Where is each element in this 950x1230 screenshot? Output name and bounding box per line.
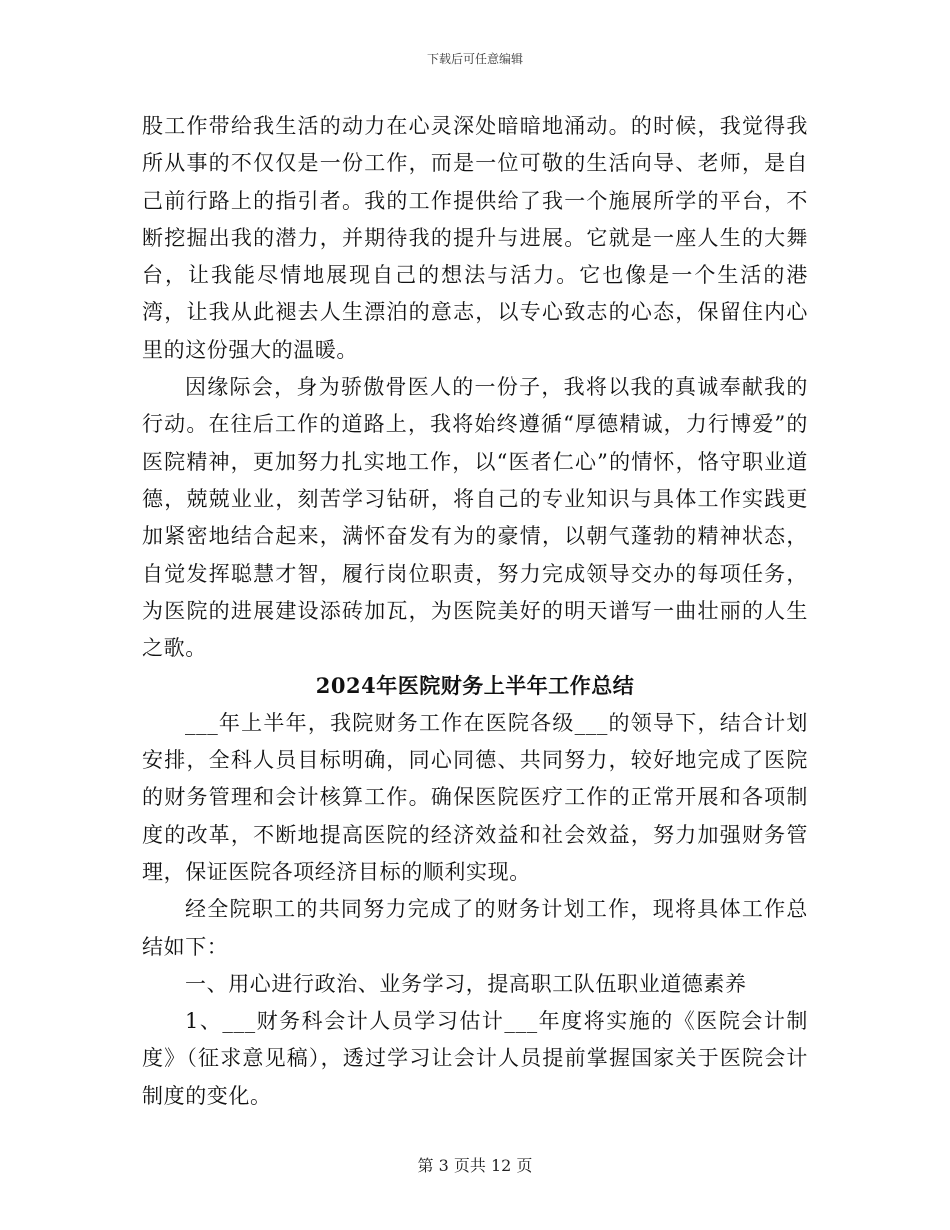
page-footer: 第 3 页共 12 页 — [417, 1156, 533, 1175]
heading-item-1: 一、用心进行政治、业务学习，提高职工队伍职业道德素养 — [185, 971, 747, 996]
document-body — [142, 108, 808, 1115]
paragraph-dedication: 因缘际会，身为骄傲骨医人的一份子，我将以我的真诚奉献我的行动。在往后工作的道路上，我将始终遵循“厚德精诚，力行博爱”的医院精神，更加努力扎实地工作，以“医者仁心”的情怀，恪守职业道德，兢兢业业，刻苦学习钻研，将自己的专业知识与具体工作实践更加紧密地结合起来，满怀奋发有为的豪情，以朝气蓬勃的精神状态，自觉发挥聪慧才智，履行岗位职责，努力完成领导交办的每项任务，为医院的进展建设添砖加瓦，为医院美好的明天谱写一曲壮丽的人生之歌。 — [142, 375, 808, 661]
page-header: 下载后可任意编辑 — [426, 52, 523, 66]
list-item-1: 1、___财务科会计人员学习估计___年度将实施的《医院会计制度》（征求意见稿），透过学习让会计人员提前掌握国家关于医院会计制度的变化。 — [142, 1009, 808, 1108]
paragraph-continuation: 股工作带给我生活的动力在心灵深处暗暗地涌动。的时候，我觉得我所从事的不仅仅是一份工作，而是一位可敬的生活向导、老师，是自己前行路上的指引者。我的工作提供给了我一个施展所学的平台，不断挖掘出我的潜力，并期待我的提升与进展。它就是一座人生的大舞台，让我能尽情地展现自己的想法与活力。它也像是一个生活的港湾，让我从此褪去人生漂泊的意志，以专心致志的心态，保留住内心里的这份强大的温暖。 — [142, 114, 808, 362]
paragraph-summary-lead: 经全院职工的共同努力完成了的财务计划工作，现将具体工作总结如下： — [142, 897, 808, 959]
paragraph-intro: ___年上半年，我院财务工作在医院各级___的领导下，结合计划安排，全科人员目标明确，同心同德、共同努力，较好地完成了医院的财务管理和会计核算工作。确保医院医疗工作的正常开展和各项制度的改革，不断地提高医院的经济效益和社会效益，努力加强财务管理，保证医院各项经济目标的顺利实现。 — [142, 710, 808, 884]
section-title: 2024年医院财务上半年工作总结 — [315, 673, 635, 699]
